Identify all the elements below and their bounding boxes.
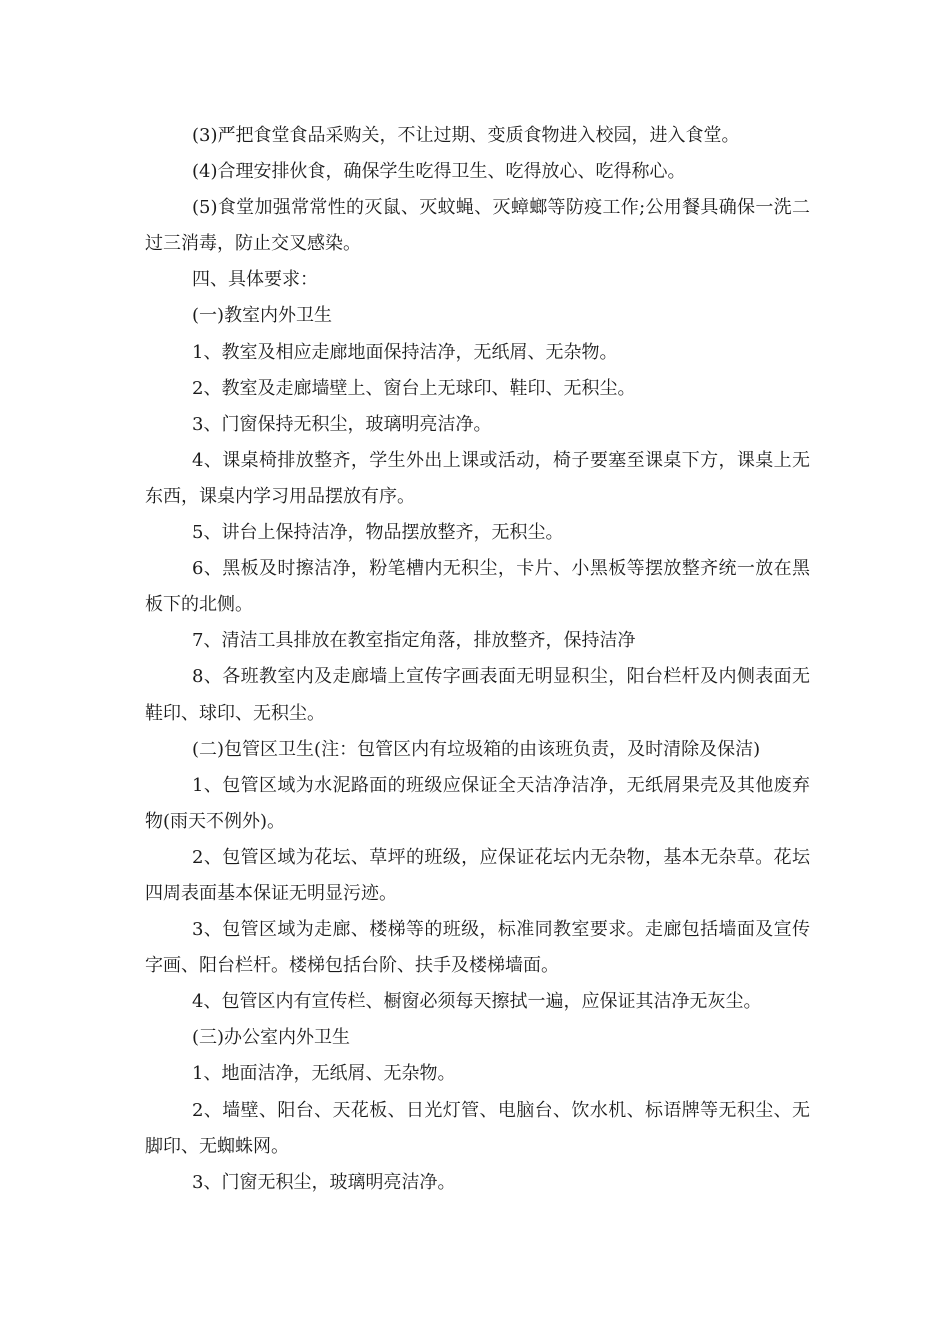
- paragraph-classroom-item-6: 6、黑板及时擦洁净，粉笔槽内无积尘，卡片、小黑板等摆放整齐统一放在黑板下的北侧。: [145, 558, 810, 616]
- paragraph-office-item-3: 3、门窗无积尘，玻璃明亮洁净。: [192, 1171, 456, 1193]
- paragraph-office-item-2: 2、墙壁、阳台、天花板、日光灯管、电脑台、饮水机、标语牌等无积尘、无脚印、无蜘蛛网。: [145, 1099, 810, 1157]
- paragraph-canteen-procurement: (3)严把食堂食品采购关，不让过期、变质食物进入校园，进入食堂。: [192, 125, 740, 146]
- paragraph-area-item-1: 1、包管区域为水泥路面的班级应保证全天洁净洁净，无纸屑果壳及其他废弃物(雨天不例外)。: [145, 774, 810, 832]
- subsection-heading-office: (三)办公室内外卫生: [192, 1027, 351, 1049]
- paragraph-classroom-item-4: 4、课桌椅排放整齐，学生外出上课或活动，椅子要塞至课桌下方，课桌上无东西，课桌内学习用品摆放有序。: [145, 449, 810, 507]
- subsection-heading-classroom: (一)教室内外卫生: [192, 305, 333, 327]
- paragraph-classroom-item-2: 2、教室及走廊墙壁上、窗台上无球印、鞋印、无积尘。: [192, 377, 636, 399]
- paragraph-classroom-item-3: 3、门窗保持无积尘，玻璃明亮洁净。: [192, 413, 492, 435]
- section-heading-specific-requirements: 四、具体要求：: [192, 269, 318, 291]
- paragraph-classroom-item-1: 1、教室及相应走廊地面保持洁净，无纸屑、无杂物。: [192, 341, 618, 363]
- paragraph-canteen-pest-control: (5)食堂加强常常性的灭鼠、灭蚊蝇、灭蟑螂等防疫工作;公用餐具确保一洗二过三消毒，防止交叉感染。: [145, 197, 810, 255]
- paragraph-classroom-item-5: 5、讲台上保持洁净，物品摆放整齐，无积尘。: [192, 522, 564, 544]
- paragraph-area-item-3: 3、包管区域为走廊、楼梯等的班级，标准同教室要求。走廊包括墙面及宣传字画、阳台栏杆。楼梯包括台阶、扶手及楼梯墙面。: [145, 919, 810, 977]
- paragraph-canteen-meals: (4)合理安排伙食，确保学生吃得卫生、吃得放心、吃得称心。: [192, 161, 686, 183]
- document-body: [145, 118, 810, 1201]
- subsection-heading-responsibility-area: (二)包管区卫生(注：包管区内有垃圾箱的由该班负责，及时清除及保洁): [192, 738, 761, 760]
- paragraph-area-item-2: 2、包管区域为花坛、草坪的班级，应保证花坛内无杂物，基本无杂草。花坛四周表面基本保证无明显污迹。: [145, 846, 810, 904]
- paragraph-classroom-item-8: 8、各班教室内及走廊墙上宣传字画表面无明显积尘，阳台栏杆及内侧表面无鞋印、球印、无积尘。: [145, 666, 810, 724]
- paragraph-classroom-item-7: 7、清洁工具排放在教室指定角落，排放整齐，保持洁净: [192, 630, 636, 652]
- paragraph-area-item-4: 4、包管区内有宣传栏、橱窗必须每天擦拭一遍，应保证其洁净无灰尘。: [192, 991, 762, 1013]
- paragraph-office-item-1: 1、地面洁净，无纸屑、无杂物。: [192, 1063, 456, 1085]
